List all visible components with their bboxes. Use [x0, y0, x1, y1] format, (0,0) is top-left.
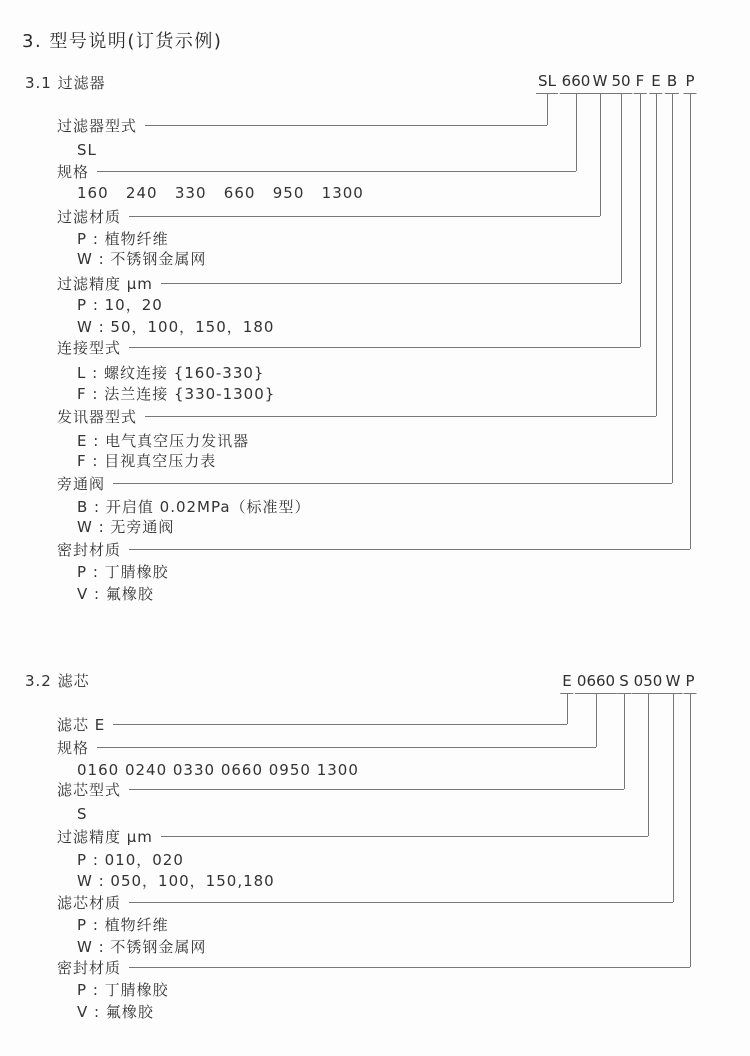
connector-vline: [640, 94, 641, 347]
connector-vline: [567, 694, 568, 724]
model-code-segment: E: [649, 73, 662, 94]
option-text: W : 不锈钢金属网: [77, 938, 207, 956]
spec-row: [57, 337, 640, 357]
spec-row: [57, 892, 673, 912]
spec-label: 过滤精度 μm: [57, 274, 153, 293]
option-text: W : 050，100，150,180: [77, 872, 275, 890]
connector-hline: [113, 724, 567, 725]
connector-hline: [97, 747, 596, 748]
model-code-segment: 050: [632, 673, 665, 694]
spec-row: [57, 115, 547, 135]
page-title: 3. 型号说明(订货示例): [22, 31, 223, 52]
option-text: V : 氟橡胶: [77, 585, 154, 603]
model-code-segment: W: [591, 73, 610, 94]
connector-hline: [145, 125, 547, 126]
option-text: W : 不锈钢金属网: [77, 250, 207, 268]
connector-hline: [145, 416, 656, 417]
option-text: F : 目视真空压力表: [77, 452, 217, 470]
connector-vline: [621, 94, 622, 283]
spec-label: 滤芯 E: [57, 715, 106, 734]
option-text: 0160 0240 0330 0660 0950 1300: [77, 761, 359, 779]
model-code-segment: 50: [609, 73, 632, 94]
spec-row: [57, 161, 576, 181]
connector-hline: [129, 549, 690, 550]
connector-vline: [547, 94, 548, 125]
option-text: P : 丁腈橡胶: [77, 563, 169, 581]
spec-row: [57, 273, 621, 293]
connector-hline: [129, 902, 673, 903]
connector-vline: [656, 94, 657, 416]
spec-row: [57, 406, 656, 426]
connector-hline: [129, 347, 640, 348]
connector-hline: [129, 967, 690, 968]
spec-row: [57, 206, 600, 226]
model-code-segment: S: [617, 673, 631, 694]
model-code-segment: B: [665, 73, 679, 94]
option-text: SL: [77, 141, 97, 159]
model-code-segment: SL: [536, 73, 558, 94]
connector-vline: [596, 694, 597, 747]
spec-label: 连接型式: [57, 338, 122, 357]
spec-label: 密封材质: [57, 958, 122, 977]
option-text: W : 50，100，150，180: [77, 318, 275, 336]
option-text: P : 丁腈橡胶: [77, 981, 169, 999]
connector-vline: [576, 94, 577, 171]
connector-vline: [673, 694, 674, 902]
spec-label: 发讯器型式: [57, 407, 138, 426]
option-text: F : 法兰连接 {330-1300}: [77, 385, 276, 403]
section-3-1-heading: 3.1 过滤器: [25, 74, 106, 92]
spec-row: [57, 473, 672, 493]
option-text: S: [77, 805, 88, 823]
section-3-2-heading: 3.2 滤芯: [25, 672, 90, 690]
option-text: B : 开启值 0.02MPa（标准型）: [77, 498, 311, 516]
connector-vline: [600, 94, 601, 216]
connector-vline: [624, 694, 625, 789]
spec-label: 规格: [57, 738, 90, 757]
spec-label: 旁通阀: [57, 474, 106, 493]
connector-hline: [129, 789, 624, 790]
connector-hline: [129, 216, 600, 217]
spec-label: 过滤精度 μm: [57, 827, 153, 846]
spec-label: 密封材质: [57, 540, 122, 559]
connector-hline: [161, 283, 621, 284]
connector-vline: [690, 694, 691, 967]
model-code-segment: P: [683, 673, 696, 694]
option-text: L : 螺纹连接 {160-330}: [77, 364, 265, 382]
model-code-segment: W: [664, 673, 683, 694]
model-code-segment: 660: [560, 73, 593, 94]
model-code-segment: P: [683, 73, 696, 94]
spec-row: [57, 957, 690, 977]
connector-hline: [113, 483, 672, 484]
spec-row: [57, 539, 690, 559]
spec-row: [57, 826, 648, 846]
spec-label: 滤芯材质: [57, 893, 122, 912]
option-text: P : 010，020: [77, 851, 184, 869]
connector-vline: [690, 94, 691, 549]
connector-hline: [161, 836, 648, 837]
option-text: E : 电气真空压力发讯器: [77, 432, 250, 450]
connector-vline: [648, 694, 649, 836]
option-text: 160 240 330 660 950 1300: [77, 184, 364, 202]
option-text: P : 植物纤维: [77, 916, 169, 934]
option-text: W : 无旁通阀: [77, 518, 175, 536]
spec-label: 规格: [57, 162, 90, 181]
spec-row: [57, 714, 567, 734]
spec-row: [57, 737, 596, 757]
model-code-segment: 0660: [575, 673, 617, 694]
spec-row: [57, 779, 624, 799]
connector-hline: [97, 171, 576, 172]
option-text: P : 10，20: [77, 296, 163, 314]
option-text: V : 氟橡胶: [77, 1003, 154, 1021]
spec-label: 滤芯型式: [57, 780, 122, 799]
spec-label: 过滤器型式: [57, 116, 138, 135]
connector-vline: [672, 94, 673, 483]
model-code-segment: F: [634, 73, 647, 94]
model-code-segment: E: [560, 673, 573, 694]
option-text: P : 植物纤维: [77, 230, 169, 248]
spec-label: 过滤材质: [57, 207, 122, 226]
